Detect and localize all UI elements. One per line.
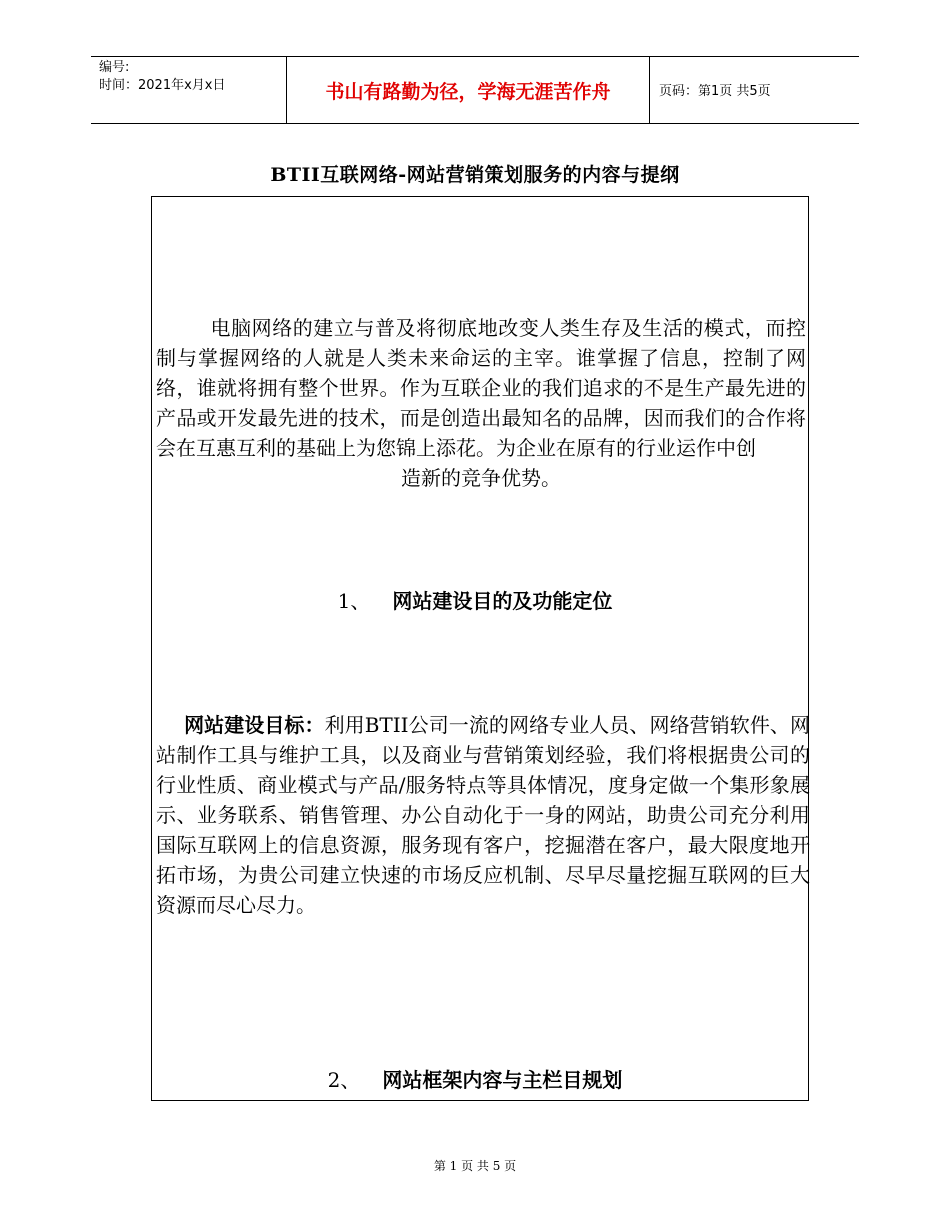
header-motto: 书山有路勤为径，学海无涯苦作舟	[325, 81, 611, 103]
number-label: 编号:	[99, 60, 130, 75]
intro-text: 电脑网络的建立与普及将彻底地改变人类生存及生活的模式，而控制与掌握网络的人就是人类未来命运的主宰。谁掌握了信息，控制了网络，谁就将拥有整个世界。作为互联企业的我们追求的不是生产最先进的产品或开发最先进的技术，而是创造出最知名的品牌，因而我们的合作将会在互惠互利的基础上为您锦上添花。为企业在原有的行业运作中创	[156, 316, 806, 460]
intro-paragraph	[156, 313, 806, 493]
document-title: BTII互联网络-网站营销策划服务的内容与提纲	[270, 164, 680, 186]
goal-paragraph	[156, 710, 810, 920]
page-header	[91, 56, 859, 124]
header-meta	[99, 59, 225, 95]
section-number: 1、	[337, 589, 371, 613]
section-heading-1	[0, 585, 950, 614]
section-number: 2、	[327, 1068, 361, 1092]
goal-label: 网站建设目标：	[184, 713, 325, 737]
section-heading-2	[0, 1064, 950, 1093]
goal-text: 利用BTII公司一流的网络专业人员、网络营销软件、网站制作工具与维护工具，以及商业与营销策划经验，我们将根据贵公司的行业性质、商业模式与产品/服务特点等具体情况，度身定做一个集形象展示、业务联系、销售管理、办公自动化于一身的网站，助贵公司充分利用国际互联网上的信息资源，服务现有客户，挖掘潜在客户，最大限度地开拓市场，为贵公司建立快速的市场反应机制、尽早尽量挖掘互联网的巨大资源而尽心尽力。	[156, 713, 810, 917]
time-label: 时间：2021年x月x日	[99, 78, 226, 93]
section-title: 网站建设目的及功能定位	[392, 589, 613, 613]
section-title: 网站框架内容与主栏目规划	[382, 1068, 623, 1092]
header-divider	[649, 57, 650, 123]
page-footer: 第 1 页 共 5 页	[433, 1159, 517, 1173]
intro-last-line: 造新的竞争优势。	[401, 466, 561, 490]
header-page-info: 页码：第1页 共5页	[659, 84, 771, 99]
